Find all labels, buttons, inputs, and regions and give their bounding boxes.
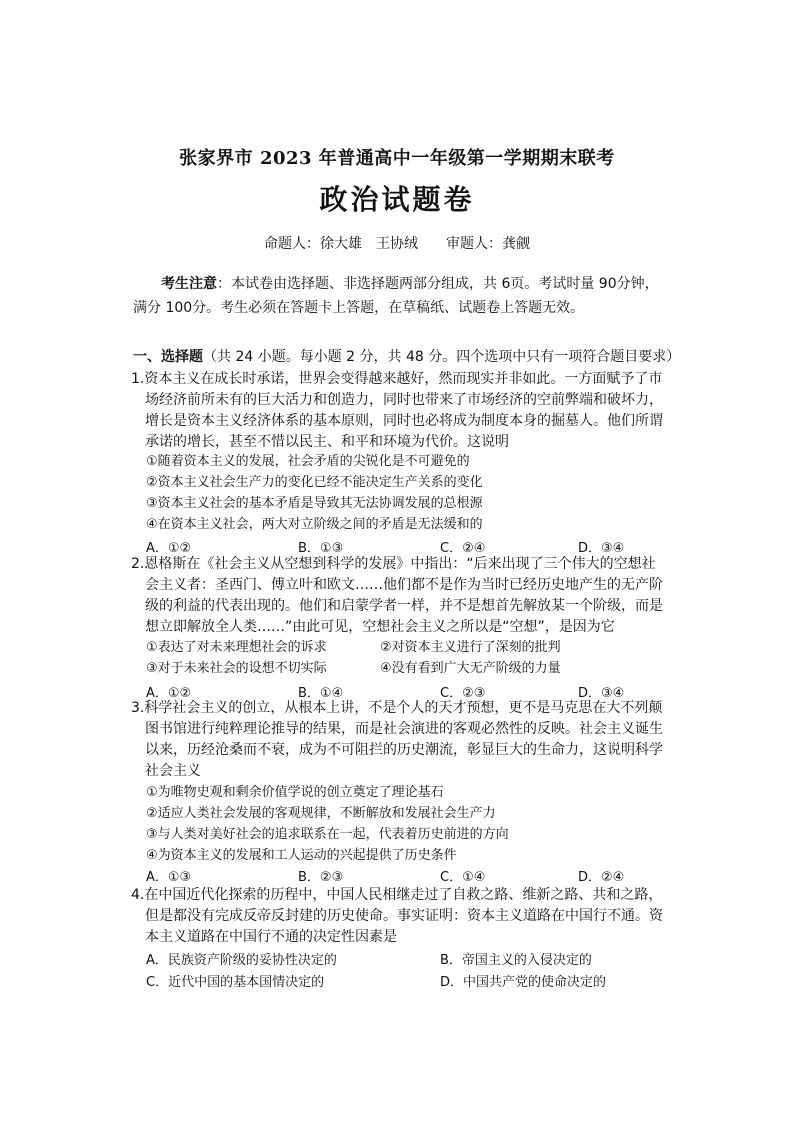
- exam-title: 张家界市 2023 年普通高中一年级第一学期期末联考: [179, 148, 615, 169]
- question-line: 级的利益的代表出现的。他们和启蒙学者一样，并不是想首先解放某一个阶级，而是: [145, 598, 663, 614]
- statement: ②适应人类社会发展的客观规律，不断解放和发展社会生产力: [146, 806, 496, 821]
- option-c[interactable]: C．近代中国的基本国情决定的: [146, 975, 325, 990]
- question-1-statements: [146, 451, 483, 535]
- statement: ①随着资本主义的发展，社会矛盾的尖锐化是不可避免的: [146, 454, 470, 469]
- notice-text-line2: 满分 100分。考生必须在答题卡上答题，在草稿纸、试题卷上答题无效。: [133, 300, 585, 316]
- question-line: 社会主义: [145, 763, 201, 779]
- question-3-stem: [131, 698, 663, 782]
- section-title: 一、选择题: [133, 349, 203, 365]
- question-line: 想立即解放全人类……”由此可见，空想社会主义之所以是“空想”，是因为它: [145, 619, 615, 635]
- question-line: 承诺的增长，甚至不惜以民主、和平和环境为代价。这说明: [145, 434, 509, 450]
- statement: ①为唯物史观和剩余价值学说的创立奠定了理论基石: [146, 785, 444, 800]
- statement: ③与人类对美好社会的追求联系在一起，代表着历史前进的方向: [146, 827, 509, 842]
- statement: ②对资本主义进行了深刻的批判: [380, 640, 561, 655]
- statement: ④在资本主义社会，两大对立阶级之间的矛盾是无法缓和的: [146, 517, 483, 532]
- option-a[interactable]: A．①②: [146, 686, 192, 701]
- notice-label: 考生注意: [161, 276, 217, 292]
- question-1-stem: [131, 369, 663, 453]
- question-line: 1.资本主义在成长时承诺，世界会变得越来越好，然而现实并非如此。一方面赋予了市: [131, 371, 663, 387]
- question-line: 以来，历经沧桑而不衰，成为不可阻拦的历史潮流，彰显巨大的生命力，这说明科学: [145, 742, 663, 758]
- option-c[interactable]: C．②③: [440, 686, 486, 701]
- option-b[interactable]: B．②③: [298, 870, 344, 885]
- question-line: 2.恩格斯在《社会主义从空想到科学的发展》中指出：“后来出现了三个伟大的空想社: [131, 556, 656, 572]
- author-label: 命题人：徐大雄 王协绒: [264, 236, 418, 252]
- statement: ③资本主义社会的基本矛盾是导致其无法协调发展的总根源: [146, 496, 483, 511]
- reviewer-label: 审题人：龚觎: [446, 236, 530, 252]
- question-2-stem: [131, 554, 663, 638]
- option-c[interactable]: C．①④: [440, 870, 486, 885]
- option-d[interactable]: D．②④: [578, 870, 625, 885]
- section-heading: [133, 346, 680, 366]
- option-b[interactable]: B．①③: [298, 541, 344, 556]
- question-4-stem: [131, 885, 663, 948]
- statement: ④没有看到广大无产阶级的力量: [380, 661, 561, 676]
- option-b[interactable]: B．帝国主义的入侵决定的: [440, 953, 592, 968]
- option-d[interactable]: D．中国共产党的使命决定的: [440, 975, 607, 990]
- question-line: 但是都没有完成反帝反封建的历史使命。事实证明：资本主义道路在中国行不通。资: [145, 908, 663, 924]
- statement: ②资本主义社会生产力的变化已经不能决定生产关系的变化: [146, 475, 483, 490]
- question-line: 会主义者：圣西门、傅立叶和欧文……他们都不是作为当时已经历史地产生的无产阶: [145, 577, 663, 593]
- statement: ①表达了对未来理想社会的诉求: [146, 640, 327, 655]
- section-description: （共 24 小题。每小题 2 分，共 48 分。四个选项中只有一项符合题目要求）: [203, 349, 681, 365]
- option-a[interactable]: A．①②: [146, 541, 192, 556]
- option-c[interactable]: C．②④: [440, 541, 486, 556]
- option-a[interactable]: A．民族资产阶级的妥协性决定的: [146, 953, 337, 968]
- option-b[interactable]: B．①④: [298, 686, 344, 701]
- statement: ④为资本主义的发展和工人运动的兴起提供了历史条件: [146, 848, 457, 863]
- question-line: 场经济前所未有的巨大活力和创造力，同时也带来了市场经济的空前弊端和破坏力，: [145, 392, 663, 408]
- option-a[interactable]: A．①③: [146, 870, 192, 885]
- question-line: 增长是资本主义经济体系的基本原则，同时也必将成为制度本身的掘墓人。他们所谓: [145, 413, 663, 429]
- question-line: 图书馆进行纯粹理论推导的结果，而是社会演进的客观必然性的反映。社会主义诞生: [145, 721, 663, 737]
- question-3-statements: [146, 782, 509, 866]
- exam-subject-title: 政治试题卷: [319, 183, 475, 216]
- option-d[interactable]: D．③④: [578, 686, 625, 701]
- question-line: 4.在中国近代化探索的历程中，中国人民相继走过了自救之路、维新之路、共和之路，: [131, 887, 663, 903]
- question-line: 3.科学社会主义的创立，从根本上讲，不是个人的天才预想，更不是马克思在大不列颠: [131, 700, 663, 716]
- statement: ③对于未来社会的设想不切实际: [146, 661, 327, 676]
- option-d[interactable]: D．③④: [578, 541, 625, 556]
- exam-notice: [133, 272, 659, 320]
- author-line: [0, 233, 794, 253]
- question-line: 本主义道路在中国行不通的决定性因素是: [145, 929, 397, 945]
- notice-text-line1: ：本试卷由选择题、非选择题两部分组成，共 6页。考试时量 90分钟，: [217, 276, 659, 292]
